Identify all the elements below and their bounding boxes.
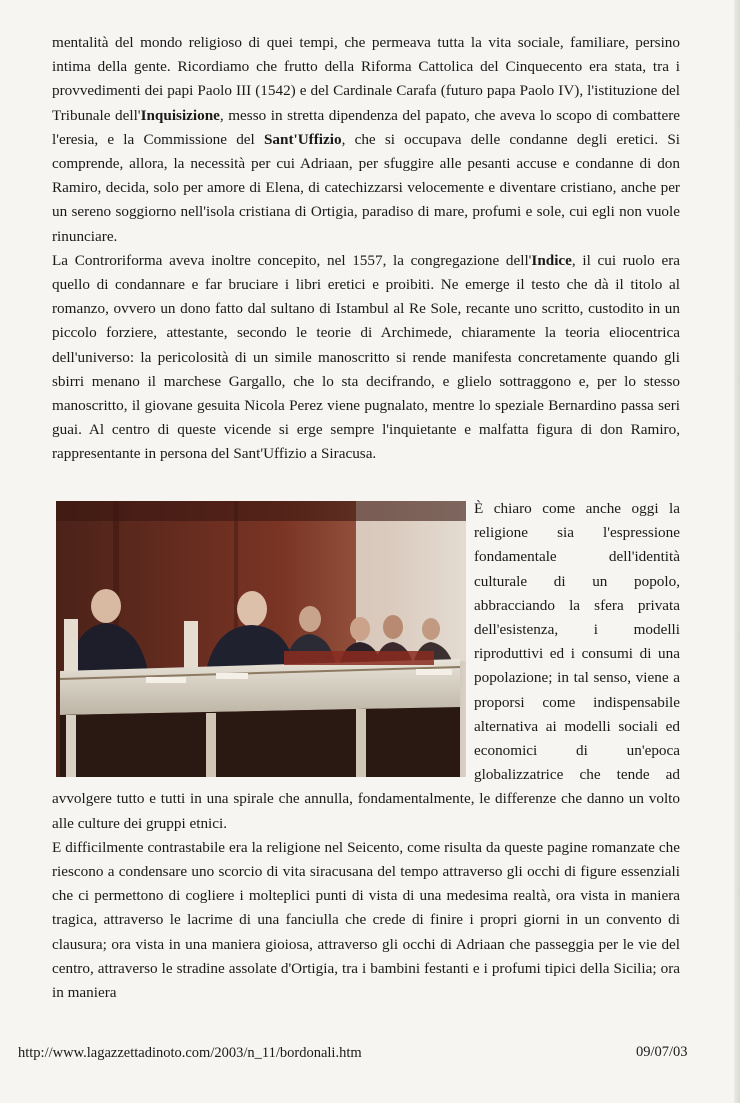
body-text-with-photo — [52, 497, 680, 1005]
paragraph-1-text-a: mentalità del mondo religioso di quei tempi, che permeava tutta la vita sociale, familiare, persino intima della gente. Ricordiamo che frutto della Riforma Cattolica del Cinquecento era stata, tra i provvedimenti dei papi Paolo III (1542) e del Cardinale Carafa (futuro papa Paolo IV), l'istituzione del Tribunale dell' — [52, 34, 680, 124]
bold-indice: Indice — [531, 251, 572, 269]
paragraph-1-text-e: , che si occupava delle condanne degli eretici. Si comprende, allora, la necessità per cui Adriaan, per sfuggire alle pesanti accuse e condanne di don Ramiro, decida, solo per amore di Elena, di catechizzarsi velocemente e diventare cristiano, anche per un sereno soggiorno nell'isola cristiana di Ortigia, paradiso di mare, profumi e sole, cui egli non vuole rinunciare. — [52, 130, 680, 245]
body-text-top — [52, 31, 680, 467]
conference-photo-image — [56, 501, 466, 777]
footer-date: 09/07/03 — [636, 1044, 688, 1060]
footer-url: http://www.lagazzettadinoto.com/2003/n_11/bordonali.htm — [18, 1045, 362, 1061]
page-edge-shadow — [734, 0, 740, 1103]
paragraph-2-text-c: , il cui ruolo era quello di condannare e far bruciare i libri eretici e proibiti. Ne emerge il testo che dà il titolo al romanzo, ovvero un dono fatto dal sultano di Istambul al Re Sole, recante uno scritto, custodito in un piccolo forziere, attestante, secondo le teorie di Archimede, chiaramente la teoria eliocentrica dell'universo: la pericolosità di un simile manoscritto si rende manifesta concretamente quando gli sbirri menano il marchese Gargallo, che lo sta decifrando, e glielo sottraggono e, per lo stesso manoscritto, il giovane gesuita Nicola Perez viene pugnalato, mentre lo speziale Bernardino passa seri guai. Al centro di queste vicende si erge sempre l'inquietante e malfatta figura di don Ramiro, rappresentante in persona del Sant'Uffizio a Siracusa. — [52, 251, 680, 463]
paragraph-2 — [52, 249, 680, 467]
bold-santuffizio: Sant'Uffizio — [263, 130, 342, 148]
paragraph-4: E difficilmente contrastabile era la religione nel Seicento, come risulta da queste pagine romanzate che riescono a condensare uno scorcio di vita siracusana del tempo attraverso gli occhi di figure essenziali che ci permettono di cogliere i molteplici punti di vista di una medesima realtà, ora vista in maniera tragica, attraverso le lacrime di una fanciulla che crede di finire i propri giorni in un convento di clausura; ora vista in una maniera gioiosa, attraverso gli occhi di Adriaan che passeggia per le vie del centro, attraverso le stradine assolate d'Ortigia, tra i bambini festanti e i profumi tipici della Sicilia; ora in maniera — [52, 838, 680, 1002]
paragraph-1 — [52, 31, 680, 249]
conference-photo — [56, 501, 466, 777]
paragraph-3: È chiaro come anche oggi la religione sia l'espressione fondamentale dell'identità culturale di un popolo, abbracciando la sfera privata dell'esistenza, i modelli riproduttivi ed i consumi di una popolazione; in tal senso, viene a proporsi come indispensabile alternativa ai modelli sociali ed economici di un'epoca globalizzatrice che tende ad avvolgere tutto e tutti in una spirale che annulla, fondamentalmente, le differenze che danno un volto alle culture dei gruppi etnici. — [52, 500, 680, 832]
paragraph-2-text-a: La Controriforma aveva inoltre concepito, nel 1557, la congregazione dell' — [52, 251, 532, 269]
paragraph-1-text-c: , messo in stretta dipendenza del papato, che aveva lo scopo di combattere l'eresia, e la Commissione del — [52, 106, 681, 148]
bold-inquisizione: Inquisizione — [140, 106, 220, 124]
